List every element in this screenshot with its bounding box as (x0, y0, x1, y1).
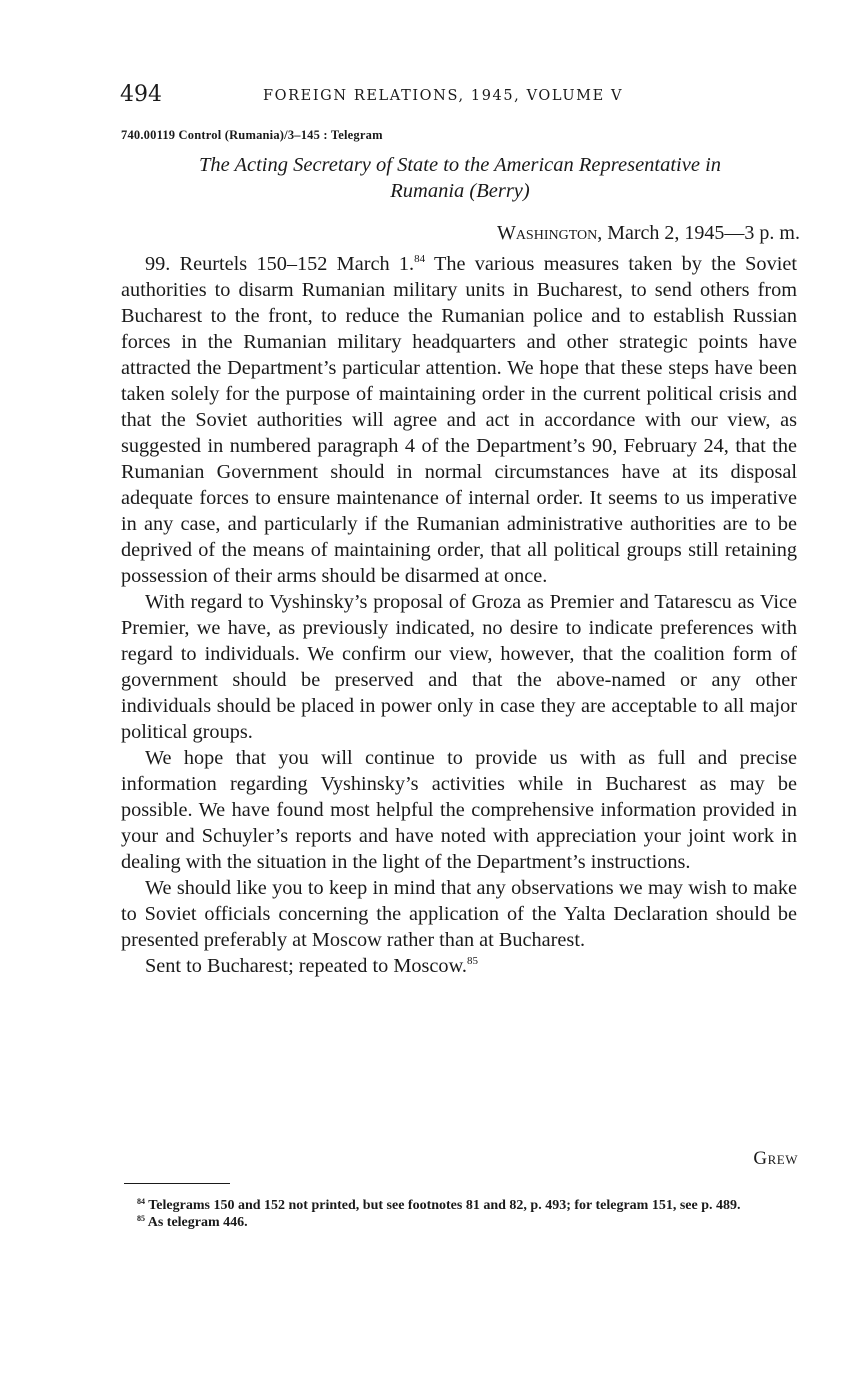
paragraph-1-opening: 99. Reurtels 150–152 March 1. (145, 253, 415, 275)
paragraph-3: We hope that you will continue to provide us with as full and precise information regarding Vyshinsky’s activities while in Bucharest as may be possible. We have found most helpful the comprehensive information provided in your and Schuyler’s reports and have noted with appreciation your joint work in dealing with the situation in the light of the Department’s instructions. (121, 747, 797, 873)
footnote-85 (121, 1214, 801, 1231)
document-title (120, 152, 800, 204)
page-header (120, 82, 800, 112)
footnotes (121, 1197, 801, 1231)
footnote-ref-85[interactable]: 85 (466, 955, 478, 967)
footnote-text: As telegram 446. (147, 1215, 248, 1230)
dateline (497, 222, 800, 245)
footnote-marker: 84 (137, 1197, 145, 1206)
footnote-84 (121, 1197, 801, 1214)
paragraph-1 (121, 251, 797, 589)
telegram-body (121, 251, 797, 979)
page-number: 494 (120, 82, 162, 107)
paragraph-5 (121, 953, 797, 979)
footnote-divider (124, 1183, 230, 1184)
dateline-place: Washington (496, 222, 598, 244)
file-reference: 740.00119 Control (Rumania)/3–145 : Telegram (121, 128, 383, 142)
paragraph-1-text: The various measures taken by the Soviet authorities to disarm Rumanian military units in Bucharest, to send others from Bucharest to the front, to reduce the Rumanian police and to establish Russian forces in the Rumanian military headquarters and other strategic points have attracted the Department’s particular attention. We hope that these steps have been taken solely for the purpose of maintaining order in the current political crisis and that the Soviet authorities will agree and act in accordance with our view, as suggested in numbered paragraph 4 of the Department’s 90, February 24, that the Rumanian Government should in normal circumstances have at its disposal adequate forces to ensure maintenance of internal order. It seems to us imperative in any case, and particularly if the Rumanian administrative authorities are to be deprived of the means of maintaining order, that all political groups still retaining possession of their arms should be disarmed at once. (121, 253, 797, 587)
footnote-ref-84[interactable]: 84 (414, 253, 426, 265)
document-title-line-1: The Acting Secretary of State to the American Representative in (198, 154, 722, 176)
footnote-text: Telegrams 150 and 152 not printed, but see footnotes 81 and 82, p. 493; for telegram 151, see p. 489. (148, 1198, 741, 1213)
paragraph-2: With regard to Vyshinsky’s proposal of Groza as Premier and Tatarescu as Vice Premier, we have, as previously indicated, no desire to indicate preferences with regard to individuals. We confirm our view, however, that the coalition form of government should be preserved and that the above-named or any other individuals should be placed in power only in case they are acceptable to all major political groups. (121, 591, 797, 743)
paragraph-5-text: Sent to Bucharest; repeated to Moscow. (145, 955, 467, 977)
signature: Grew (753, 1148, 798, 1169)
running-head: FOREIGN RELATIONS, 1945, VOLUME V (263, 88, 624, 104)
footnote-marker: 85 (137, 1214, 145, 1223)
dateline-date: , March 2, 1945—3 p. m. (597, 222, 800, 244)
document-title-line-2: Rumania (Berry) (390, 180, 530, 202)
paragraph-4: We should like you to keep in mind that any observations we may wish to make to Soviet officials concerning the application of the Yalta Declaration should be presented preferably at Moscow rather than at Bucharest. (121, 877, 797, 951)
